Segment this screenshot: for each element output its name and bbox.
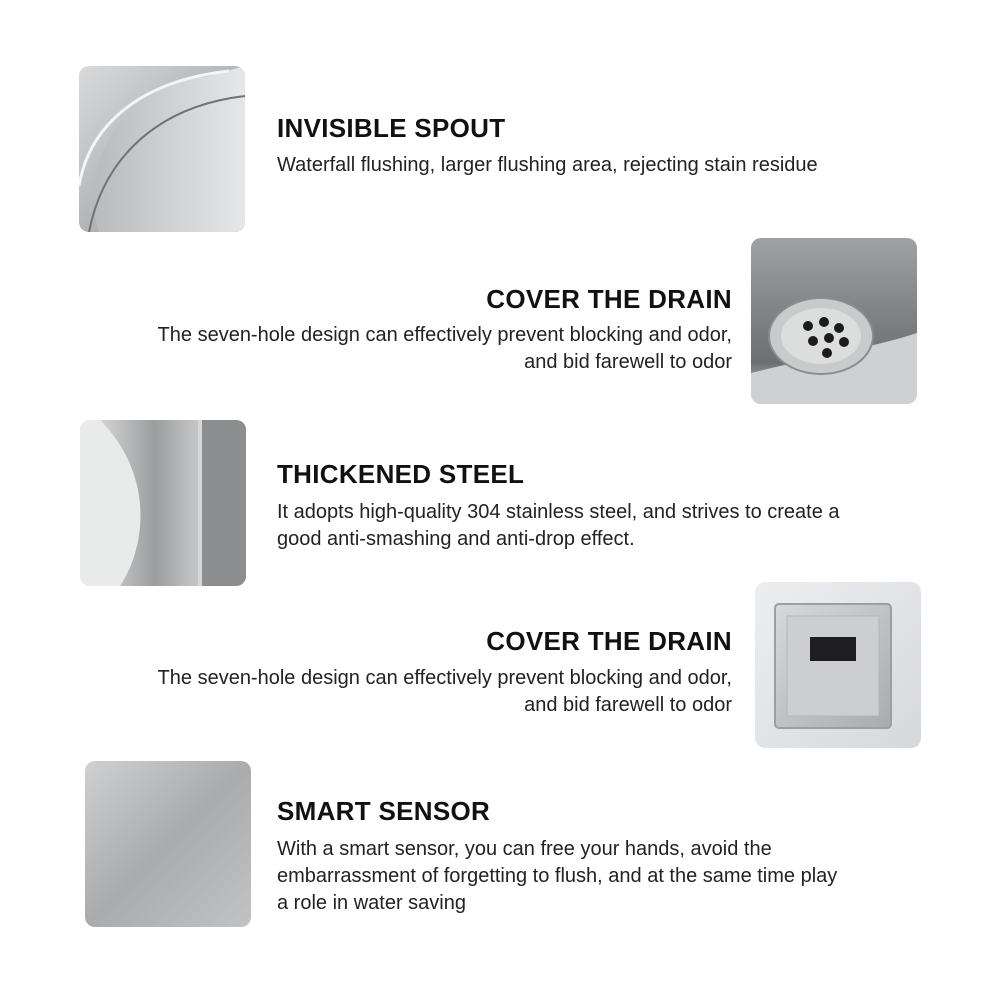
sensor-photo	[755, 582, 921, 748]
steel-photo	[80, 420, 246, 586]
steel-surface-image	[85, 761, 251, 927]
feature-title-cover-drain: COVER THE DRAIN	[486, 284, 732, 314]
feature-desc-line-2: embarrassment of forgetting to flush, and at the same time play	[277, 865, 838, 887]
feature-desc-line-2: good anti-smashing and anti-drop effect.	[277, 528, 635, 550]
feature-desc-line-3: a role in water saving	[277, 892, 466, 914]
drain-image	[751, 238, 917, 404]
steel-image	[80, 420, 246, 586]
drain-photo	[751, 238, 917, 404]
feature-title-smart-sensor: SMART SENSOR	[277, 796, 491, 826]
feature-title-thickened-steel: THICKENED STEEL	[277, 459, 525, 489]
feature-title-invisible-spout: INVISIBLE SPOUT	[277, 113, 506, 143]
spout-photo	[79, 66, 245, 232]
feature-desc-line-1: It adopts high-quality 304 stainless steel, and strives to create a	[277, 501, 840, 523]
steel-surface-photo	[85, 761, 251, 927]
feature-title-cover-drain-2: COVER THE DRAIN	[486, 626, 732, 656]
sensor-image	[755, 582, 921, 748]
feature-desc-line-1: The seven-hole design can effectively prevent blocking and odor,	[157, 324, 732, 346]
feature-desc-line-2: and bid farewell to odor	[524, 694, 732, 716]
spout-image	[79, 66, 245, 232]
feature-desc-line-1: Waterfall flushing, larger flushing area, rejecting stain residue	[277, 154, 818, 176]
feature-desc-line-1: The seven-hole design can effectively prevent blocking and odor,	[157, 667, 732, 689]
feature-desc-line-1: With a smart sensor, you can free your hands, avoid the	[277, 838, 772, 860]
feature-desc-line-2: and bid farewell to odor	[524, 351, 732, 373]
